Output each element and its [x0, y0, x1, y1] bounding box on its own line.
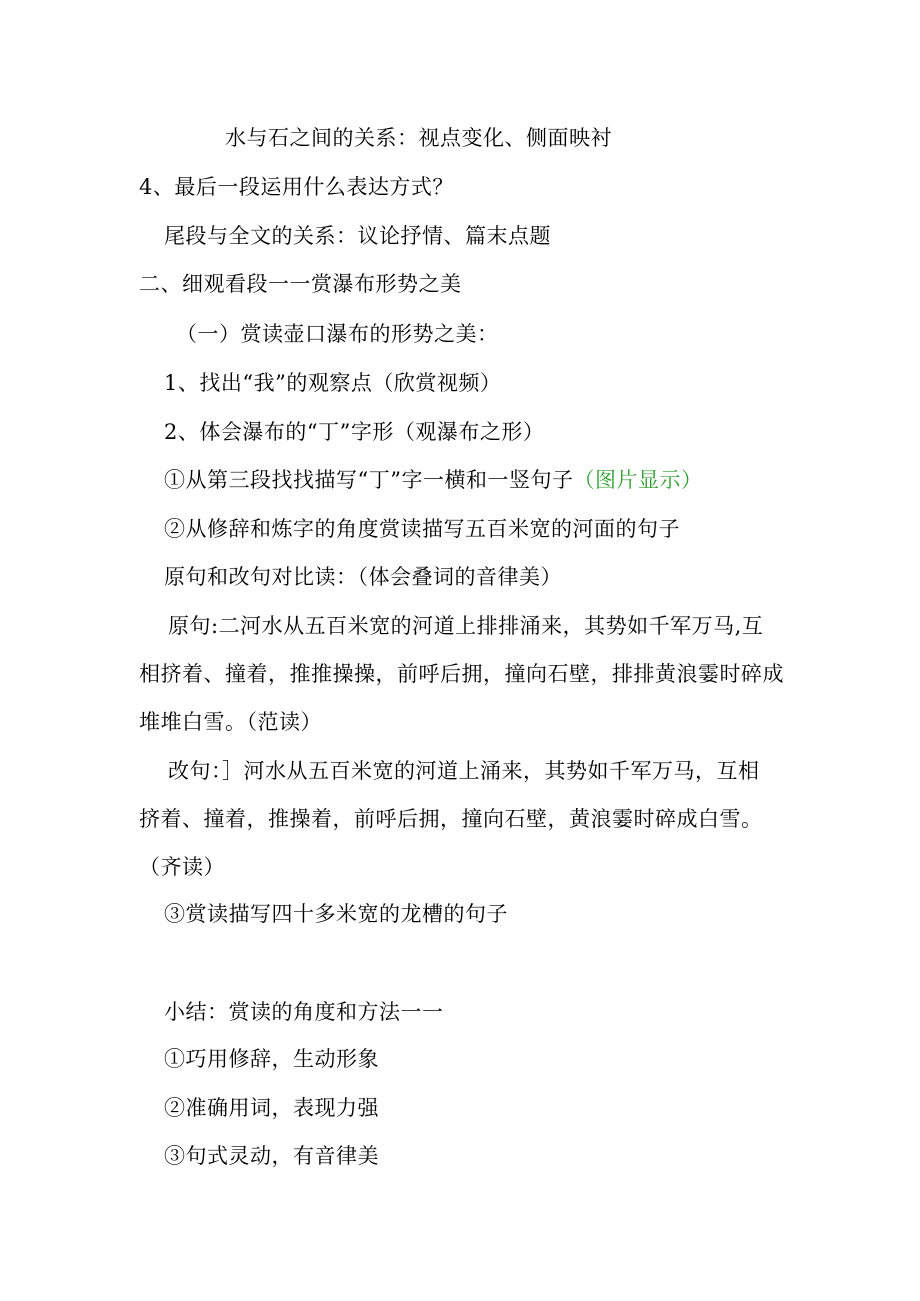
revised-sentence-line: 改句：］河水从五百米宽的河道上涌来，其势如千军万马，互相	[168, 759, 760, 783]
summary-item: ③句式灵动，有音律美	[164, 1144, 379, 1168]
original-sentence-line: 原句:二河水从五百米宽的河道上排排涌来，其势如千军万马,互	[168, 614, 764, 638]
subsection-heading: （一）赏读壶口瀑布的形势之美：	[176, 322, 499, 346]
text-line: 水与石之间的关系：视点变化、侧面映衬	[225, 126, 612, 150]
summary-item: ①巧用修辞，生动形象	[164, 1047, 379, 1071]
summary-heading: 小结：赏读的角度和方法一一	[164, 1000, 444, 1024]
text-line: （齐读）	[139, 855, 225, 879]
image-display-note: （图片显示）	[573, 468, 703, 492]
text-line	[164, 466, 702, 494]
text-segment: ①从第三段找找描写“丁”字一横和一竖句子	[164, 468, 574, 492]
text-line: ②从修辞和炼字的角度赏读描写五百米宽的河面的句子	[164, 517, 680, 541]
revised-sentence-line: 挤着、撞着，推操着，前呼后拥，撞向石壁，黄浪霎时碎成白雪。	[139, 807, 763, 831]
text-line: 1、找出“我”的观察点（欣赏视频）	[164, 371, 502, 395]
text-line: 原句和改句对比读：（体会叠词的音律美）	[164, 565, 562, 589]
section-heading: 二、细观看段一一赏瀑布形势之美	[139, 272, 462, 296]
text-line: ③赏读描写四十多米宽的龙槽的句子	[164, 902, 508, 926]
summary-item: ②准确用词，表现力强	[164, 1096, 379, 1120]
question-heading: 4、最后一段运用什么表达方式？	[139, 175, 454, 199]
original-sentence-line: 堆堆白雪。（范读）	[139, 710, 322, 734]
text-line: 尾段与全文的关系：议论抒情、篇末点题	[164, 224, 551, 248]
original-sentence-line: 相挤着、撞着，推推操操，前呼后拥，撞向石壁，排排黄浪霎时碎成	[139, 662, 784, 686]
text-line: 2、体会瀑布的“丁”字形（观瀑布之形）	[164, 420, 545, 444]
